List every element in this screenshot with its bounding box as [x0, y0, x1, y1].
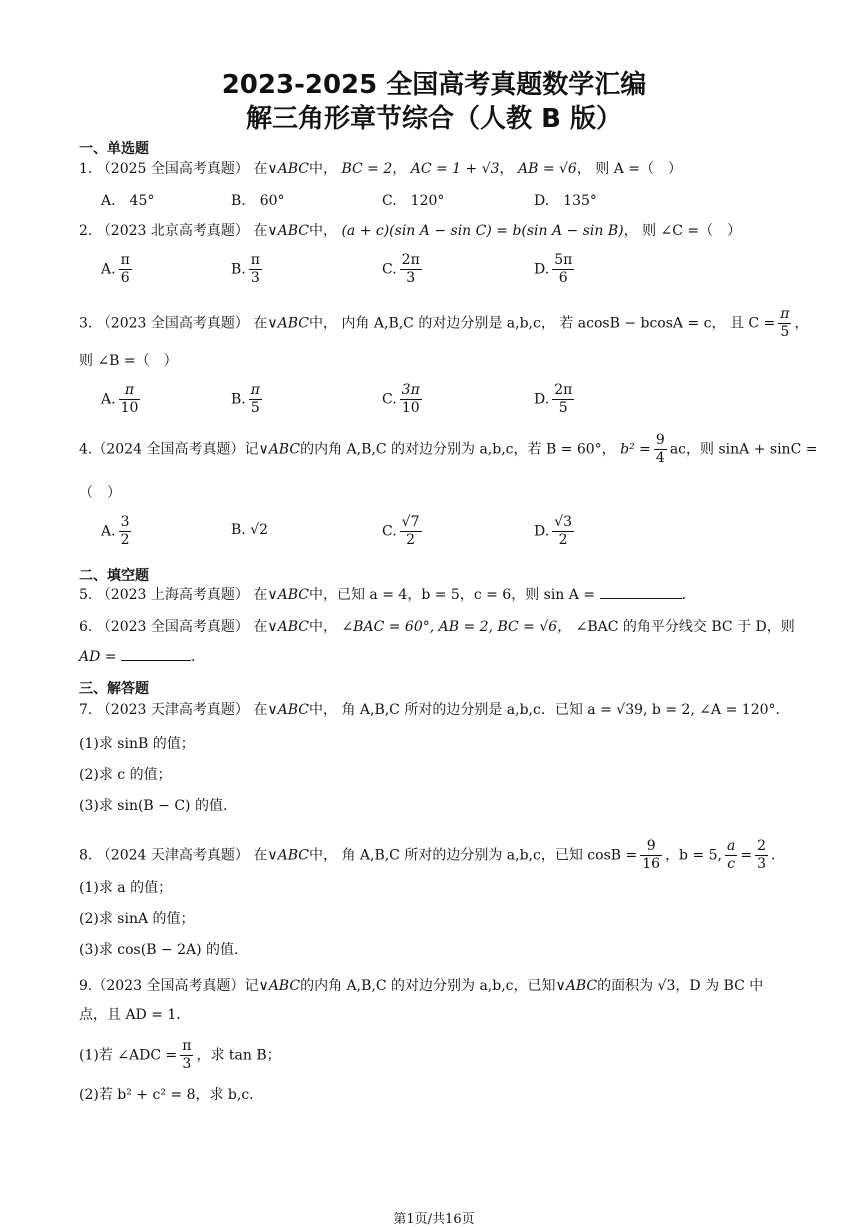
- q4-option-c: C. $\frac{√7}{2}$: [382, 514, 420, 548]
- q8-part-3: (3)求 cos(B − 2A) 的值.: [79, 942, 239, 958]
- section-solutions: 三、解答题: [79, 681, 149, 697]
- q2-option-b: B. $\frac{\pi}{3}$: [231, 252, 260, 286]
- section-single-choice: 一、单选题: [79, 141, 149, 157]
- title-line1: 2023-2025 全国高考真题数学汇编: [221, 70, 647, 100]
- q1-option-b: B. 60°: [231, 193, 285, 209]
- q4-option-a: A. $\frac{3}{2}$: [101, 514, 130, 548]
- title-line2: 解三角形章节综合（人教 B 版）: [246, 104, 622, 134]
- question-5: 5. （2023 上海高考真题） 在∨ABC中，已知 a = 4，b = 5，c = 6，则 sin A = .: [79, 587, 686, 603]
- question-4: 4.（2024 全国高考真题）记∨ABC的内角 A,B,C 的对边分别为 a,b,c，若 B = 60°， b² = $\frac{9}{4}$ ac，则 sinA + sinC =: [79, 432, 818, 466]
- q4-option-d: D. $\frac{√3}{2}$: [534, 514, 573, 548]
- q1-option-a: A. 45°: [101, 193, 155, 209]
- q1-option-c: C. 120°: [382, 193, 445, 209]
- question-3-line2: 则 ∠B =（ ）: [79, 353, 178, 369]
- question-6: 6. （2023 全国高考真题） 在∨ABC中， ∠BAC = 60°, AB = 2, BC = √6， ∠BAC 的角平分线交 BC 于 D，则: [79, 619, 795, 635]
- question-4-line2: （ ）: [79, 485, 121, 501]
- question-1: 1. （2025 全国高考真题） 在∨ABC中， BC = 2， AC = 1 + √3， AB = √6， 则 A =（ ）: [79, 161, 683, 177]
- q7-part-1: (1)求 sinB 的值；: [79, 736, 195, 752]
- q2-option-d: D. $\frac{5\pi}{6}$: [534, 252, 573, 286]
- question-8: 8. （2024 天津高考真题） 在∨ABC中， 角 A,B,C 所对的边分别为 a,b,c，已知 cosB = $\frac{9}{16}$ ，b = 5, $\frac{a}{c}$ = $\frac{2}{3}$ .: [79, 838, 776, 872]
- q7-part-2: (2)求 c 的值；: [79, 767, 172, 783]
- question-7: 7. （2023 天津高考真题） 在∨ABC中， 角 A,B,C 所对的边分别是 a,b,c．已知 a = √39, b = 2, ∠A = 120°．: [79, 702, 790, 718]
- q3-option-a: A. $\frac{\pi}{10}$: [101, 382, 139, 416]
- q4-option-b: B. √2: [231, 522, 269, 538]
- q9-part-2: (2)若 b² + c² = 8，求 b,c．: [79, 1087, 264, 1103]
- page-footer: 第1页/共16页: [393, 1212, 475, 1227]
- q5-answer-blank: [600, 598, 682, 599]
- q8-part-1: (1)求 a 的值；: [79, 880, 173, 896]
- question-9: 9.（2023 全国高考真题）记∨ABC的内角 A,B,C 的对边分别为 a,b,c，已知∨ABC的面积为 √3，D 为 BC 中: [79, 978, 764, 994]
- q3-option-b: B. $\frac{\pi}{5}$: [231, 382, 260, 416]
- question-9-line2: 点，且 AD = 1．: [79, 1007, 191, 1023]
- q3-option-d: D. $\frac{2\pi}{5}$: [534, 382, 573, 416]
- q3-option-c: C. $\frac{3\pi}{10}$: [382, 382, 420, 416]
- q2-option-a: A. $\frac{\pi}{6}$: [101, 252, 130, 286]
- q9-part-1: (1)若 ∠ADC = $\frac{\pi}{3}$ ，求 tan B；: [79, 1038, 281, 1072]
- q7-part-3: (3)求 sin(B − C) 的值.: [79, 798, 228, 814]
- q6-answer-blank: [121, 660, 191, 661]
- q8-part-2: (2)求 sinA 的值；: [79, 911, 195, 927]
- question-3: 3. （2023 全国高考真题） 在∨ABC中， 内角 A,B,C 的对边分别是 a,b,c， 若 acosB − bcosA = c， 且 C = $\frac{\pi}{5}$ ，: [79, 306, 809, 340]
- q2-option-c: C. $\frac{2\pi}{3}$: [382, 252, 420, 286]
- q1-option-d: D. 135°: [534, 193, 597, 209]
- section-fill-in: 二、填空题: [79, 568, 149, 584]
- question-6-line2: AD = .: [79, 649, 196, 665]
- question-2: 2. （2023 北京高考真题） 在∨ABC中， (a + c)(sin A − sin C) = b(sin A − sin B)， 则 ∠C =（ ）: [79, 223, 742, 239]
